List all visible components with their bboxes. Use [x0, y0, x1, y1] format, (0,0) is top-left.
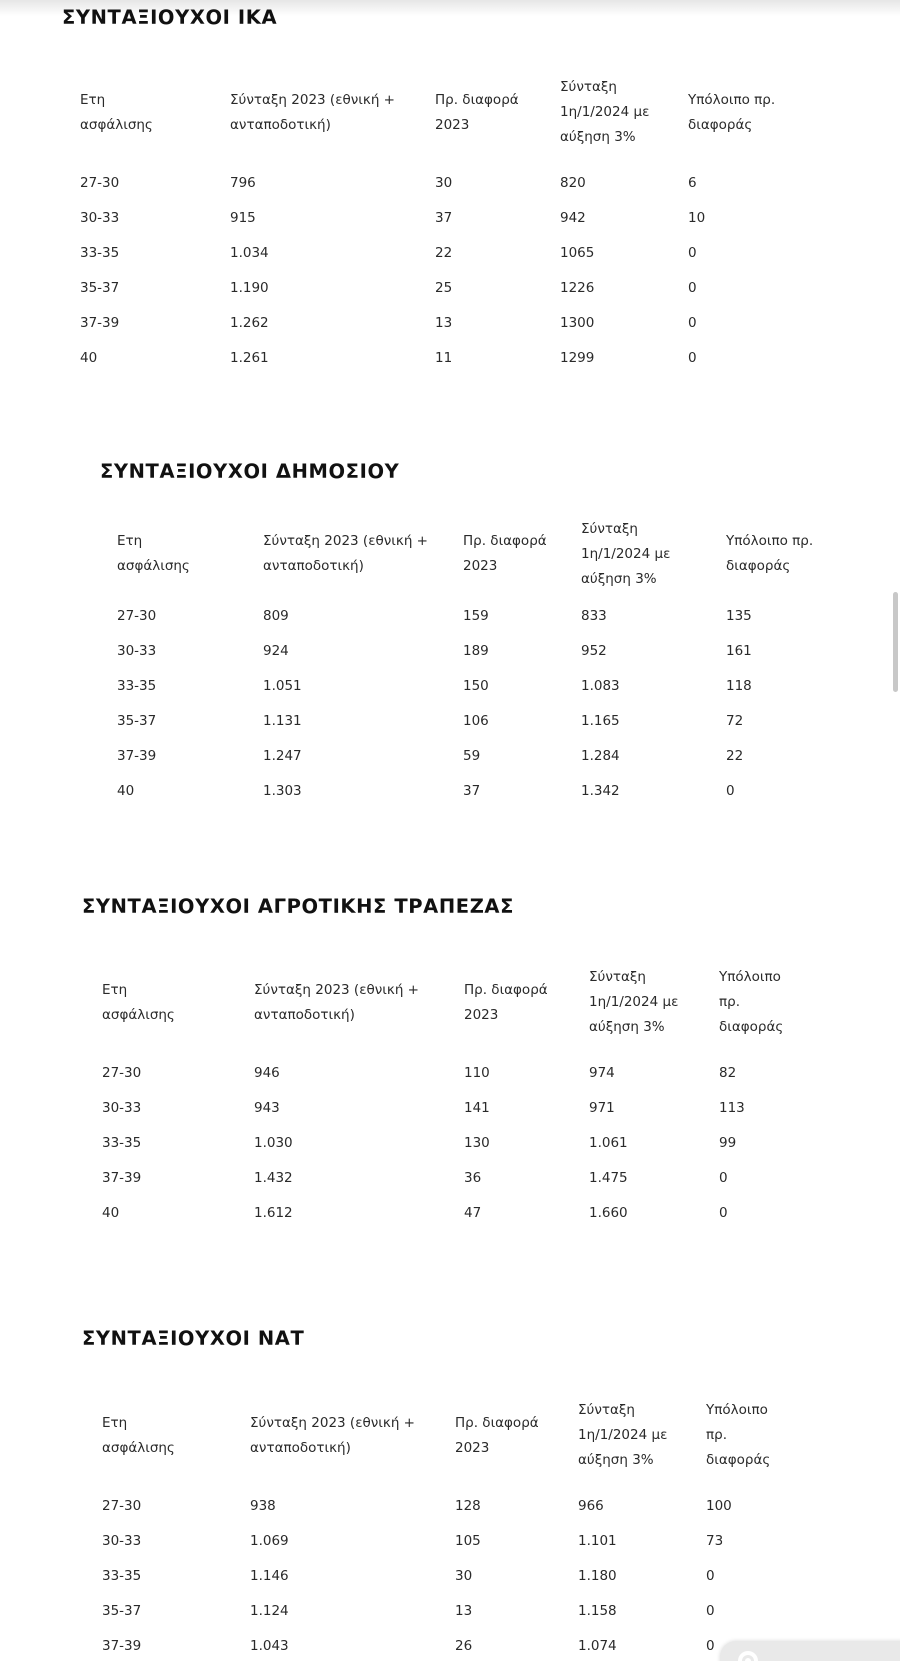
col-header-remainder	[719, 950, 824, 1055]
cell-remainder: 72	[726, 712, 744, 729]
cell-years: 30-33	[102, 1099, 142, 1116]
cell-diff2023: 37	[463, 782, 481, 799]
cell-remainder: 22	[726, 747, 744, 764]
section-title-dimosiou: ΣΥΝΤΑΞΙΟΥΧΟΙ ΔΗΜΟΣΙΟΥ	[100, 460, 400, 483]
col-header-remainder	[688, 60, 808, 165]
cell-remainder: 0	[726, 782, 735, 799]
table-header-row	[102, 1383, 811, 1488]
section-title-ika: ΣΥΝΤΑΞΙΟΥΧΟΙ ΙΚΑ	[62, 6, 278, 29]
col-header-pension2023	[230, 60, 435, 165]
pension-table-nat	[102, 1383, 811, 1661]
cell-pension2024: 1.083	[581, 677, 620, 694]
section-agrotiki	[82, 895, 514, 918]
table-body-ika	[80, 165, 808, 375]
cell-pension2023: 1.124	[250, 1602, 289, 1619]
cell-pension2023: 1.432	[254, 1169, 293, 1186]
table-header-row	[102, 950, 824, 1055]
cell-pension2024: 952	[581, 642, 607, 659]
table-dimosiou-wrap	[117, 510, 836, 808]
table-row	[80, 340, 808, 375]
table-row	[80, 165, 808, 200]
table-row	[117, 668, 836, 703]
cell-pension2023: 1.190	[230, 279, 269, 296]
col-header-years-text: Ετη ασφάλισης	[102, 981, 175, 1023]
cell-years: 27-30	[117, 607, 157, 624]
cell-pension2023: 1.034	[230, 244, 269, 261]
cell-years: 30-33	[117, 642, 157, 659]
scrollbar-thumb[interactable]	[893, 592, 898, 692]
col-header-pension2024	[581, 510, 726, 598]
cell-remainder: 0	[706, 1602, 715, 1619]
cell-pension2024: 942	[560, 209, 586, 226]
cell-remainder: 118	[726, 677, 752, 694]
cell-diff2023: 37	[435, 209, 453, 226]
table-nat-wrap	[102, 1383, 811, 1661]
col-header-pension2023	[250, 1383, 455, 1488]
cell-pension2024: 1299	[560, 349, 595, 366]
col-header-years	[80, 60, 230, 165]
col-header-years	[102, 1383, 250, 1488]
table-row	[102, 1593, 811, 1628]
cell-years: 35-37	[80, 279, 120, 296]
cell-remainder: 0	[688, 279, 697, 296]
cell-pension2023: 1.303	[263, 782, 302, 799]
table-row	[102, 1195, 824, 1230]
table-header-row	[117, 510, 836, 598]
cell-years: 37-39	[117, 747, 157, 764]
cell-pension2023: 1.261	[230, 349, 269, 366]
col-header-diff2023-text: Πρ. διαφορά 2023	[435, 91, 519, 133]
cell-pension2024: 974	[589, 1064, 615, 1081]
col-header-remainder-text: Υπόλοιπο πρ. διαφοράς	[706, 1402, 771, 1468]
cell-diff2023: 13	[435, 314, 453, 331]
section-title-agrotiki: ΣΥΝΤΑΞΙΟΥΧΟΙ ΑΓΡΟΤΙΚΗΣ ΤΡΑΠΕΖΑΣ	[82, 895, 515, 918]
cell-pension2023: 1.051	[263, 677, 302, 694]
cell-remainder: 99	[719, 1134, 737, 1151]
col-header-diff2023	[455, 1383, 578, 1488]
cell-years: 27-30	[102, 1497, 142, 1514]
table-row	[117, 773, 836, 808]
section-dimosiou	[100, 460, 399, 483]
cell-pension2023: 796	[230, 174, 256, 191]
col-header-pension2024-text: Σύνταξη 1η/1/2024 με αύξηση 3%	[589, 969, 679, 1035]
cell-diff2023: 159	[463, 607, 489, 624]
cell-diff2023: 106	[463, 712, 489, 729]
cell-pension2024: 1.165	[581, 712, 620, 729]
cell-years: 35-37	[117, 712, 157, 729]
cell-years: 30-33	[80, 209, 120, 226]
cell-years: 37-39	[102, 1637, 142, 1654]
cell-diff2023: 189	[463, 642, 489, 659]
section-title-nat: ΣΥΝΤΑΞΙΟΥΧΟΙ ΝΑΤ	[82, 1327, 305, 1350]
pension-table-ika	[80, 60, 808, 375]
col-header-diff2023	[435, 60, 560, 165]
cell-remainder: 0	[688, 244, 697, 261]
cell-remainder: 0	[706, 1637, 715, 1654]
cell-pension2024: 966	[578, 1497, 604, 1514]
table-row	[102, 1558, 811, 1593]
table-row	[80, 270, 808, 305]
table-row	[102, 1055, 824, 1090]
cell-diff2023: 13	[455, 1602, 473, 1619]
col-header-remainder-text: Υπόλοιπο πρ. διαφοράς	[726, 533, 814, 574]
col-header-years	[117, 510, 263, 598]
col-header-pension2023-text: Σύνταξη 2023 (εθνική + ανταποδοτική)	[250, 1414, 415, 1456]
col-header-pension2023-text: Σύνταξη 2023 (εθνική + ανταποδοτική)	[230, 91, 395, 133]
cell-pension2024: 1300	[560, 314, 595, 331]
table-row	[102, 1125, 824, 1160]
cell-remainder: 6	[688, 174, 697, 191]
cell-remainder: 10	[688, 209, 706, 226]
cell-pension2023: 1.247	[263, 747, 302, 764]
cell-remainder: 0	[688, 349, 697, 366]
cell-years: 27-30	[102, 1064, 142, 1081]
col-header-remainder-text: Υπόλοιπο πρ. διαφοράς	[719, 969, 784, 1035]
col-header-pension2024-text: Σύνταξη 1η/1/2024 με αύξηση 3%	[578, 1402, 668, 1468]
cell-diff2023: 59	[463, 747, 481, 764]
table-row	[117, 703, 836, 738]
cell-pension2024: 833	[581, 607, 607, 624]
cell-years: 40	[80, 349, 98, 366]
col-header-years-text: Ετη ασφάλισης	[102, 1414, 175, 1456]
col-header-pension2024-text: Σύνταξη 1η/1/2024 με αύξηση 3%	[581, 520, 671, 587]
table-row	[80, 305, 808, 340]
col-header-diff2023-text: Πρ. διαφορά 2023	[455, 1414, 539, 1456]
cell-pension2023: 1.131	[263, 712, 302, 729]
col-header-diff2023	[464, 950, 589, 1055]
cell-pension2024: 1.342	[581, 782, 620, 799]
cell-remainder: 161	[726, 642, 752, 659]
cell-remainder: 100	[706, 1497, 732, 1514]
col-header-remainder	[706, 1383, 811, 1488]
col-header-pension2023-text: Σύνταξη 2023 (εθνική + ανταποδοτική)	[254, 981, 419, 1023]
cell-remainder: 73	[706, 1532, 724, 1549]
cell-pension2023: 938	[250, 1497, 276, 1514]
cell-pension2023: 1.146	[250, 1567, 289, 1584]
cell-remainder: 135	[726, 607, 752, 624]
cell-diff2023: 150	[463, 677, 489, 694]
pension-table-dimosiou	[117, 510, 836, 808]
table-header-row	[80, 60, 808, 165]
cell-remainder: 82	[719, 1064, 737, 1081]
cell-pension2023: 943	[254, 1099, 280, 1116]
cell-diff2023: 26	[455, 1637, 473, 1654]
cell-years: 40	[102, 1204, 120, 1221]
cell-diff2023: 130	[464, 1134, 490, 1151]
section-nat	[82, 1327, 304, 1350]
table-body-nat	[102, 1488, 811, 1661]
cell-diff2023: 11	[435, 349, 453, 366]
cell-pension2023: 915	[230, 209, 256, 226]
col-header-remainder-text: Υπόλοιπο πρ. διαφοράς	[688, 91, 776, 133]
table-row	[80, 235, 808, 270]
cell-years: 37-39	[102, 1169, 142, 1186]
cell-years: 33-35	[102, 1134, 142, 1151]
section-ika	[62, 6, 277, 29]
cell-pension2023: 809	[263, 607, 289, 624]
table-row	[117, 633, 836, 668]
cell-pension2024: 1.074	[578, 1637, 617, 1654]
cell-years: 35-37	[102, 1602, 142, 1619]
cell-pension2024: 1.180	[578, 1567, 617, 1584]
cell-pension2024: 1.061	[589, 1134, 628, 1151]
cell-years: 40	[117, 782, 135, 799]
cell-years: 33-35	[80, 244, 120, 261]
col-header-pension2023	[263, 510, 463, 598]
col-header-pension2024	[578, 1383, 706, 1488]
cell-diff2023: 36	[464, 1169, 482, 1186]
cell-pension2024: 971	[589, 1099, 615, 1116]
col-header-pension2024	[589, 950, 719, 1055]
col-header-diff2023-text: Πρ. διαφορά 2023	[463, 533, 547, 574]
pension-table-agrotiki	[102, 950, 824, 1230]
col-header-pension2024-text: Σύνταξη 1η/1/2024 με αύξηση 3%	[560, 79, 650, 145]
cell-pension2024: 1.660	[589, 1204, 628, 1221]
cell-remainder: 0	[719, 1169, 728, 1186]
cell-years: 33-35	[117, 677, 157, 694]
cell-pension2024: 1226	[560, 279, 595, 296]
col-header-years	[102, 950, 254, 1055]
cell-pension2024: 1065	[560, 244, 595, 261]
cell-years: 37-39	[80, 314, 120, 331]
cell-pension2024: 820	[560, 174, 586, 191]
cell-pension2024: 1.101	[578, 1532, 617, 1549]
col-header-pension2023	[254, 950, 464, 1055]
table-row	[102, 1523, 811, 1558]
cell-diff2023: 30	[455, 1567, 473, 1584]
cell-diff2023: 25	[435, 279, 453, 296]
col-header-diff2023-text: Πρ. διαφορά 2023	[464, 981, 548, 1023]
table-ika-wrap	[80, 60, 808, 375]
col-header-pension2023-text: Σύνταξη 2023 (εθνική + ανταποδοτική)	[263, 533, 428, 574]
table-body-agrotiki	[102, 1055, 824, 1230]
cell-diff2023: 128	[455, 1497, 481, 1514]
col-header-years-text: Ετη ασφάλισης	[80, 91, 153, 133]
cell-years: 33-35	[102, 1567, 142, 1584]
cell-years: 27-30	[80, 174, 120, 191]
cell-pension2024: 1.475	[589, 1169, 628, 1186]
cell-diff2023: 47	[464, 1204, 482, 1221]
table-row	[117, 738, 836, 773]
table-row	[80, 200, 808, 235]
col-header-years-text: Ετη ασφάλισης	[117, 533, 190, 574]
cell-diff2023: 30	[435, 174, 453, 191]
cell-remainder: 0	[706, 1567, 715, 1584]
cell-pension2024: 1.158	[578, 1602, 617, 1619]
cell-diff2023: 22	[435, 244, 453, 261]
col-header-remainder	[726, 510, 836, 598]
cell-pension2023: 1.262	[230, 314, 269, 331]
cell-pension2023: 1.030	[254, 1134, 293, 1151]
cell-diff2023: 141	[464, 1099, 490, 1116]
cell-pension2024: 1.284	[581, 747, 620, 764]
floating-action-button[interactable]	[720, 1641, 900, 1661]
cell-diff2023: 110	[464, 1064, 490, 1081]
cell-remainder: 0	[719, 1204, 728, 1221]
cell-diff2023: 105	[455, 1532, 481, 1549]
cell-remainder: 113	[719, 1099, 745, 1116]
table-row	[102, 1488, 811, 1523]
table-row	[102, 1090, 824, 1125]
cell-pension2023: 924	[263, 642, 289, 659]
cell-pension2023: 946	[254, 1064, 280, 1081]
table-row	[117, 598, 836, 633]
cell-years: 30-33	[102, 1532, 142, 1549]
table-body-dimosiou	[117, 598, 836, 808]
cell-pension2023: 1.043	[250, 1637, 289, 1654]
cell-pension2023: 1.069	[250, 1532, 289, 1549]
table-row	[102, 1628, 811, 1661]
col-header-pension2024	[560, 60, 688, 165]
table-row	[102, 1160, 824, 1195]
table-agrotiki-wrap	[102, 950, 824, 1230]
cell-pension2023: 1.612	[254, 1204, 293, 1221]
col-header-diff2023	[463, 510, 581, 598]
cell-remainder: 0	[688, 314, 697, 331]
